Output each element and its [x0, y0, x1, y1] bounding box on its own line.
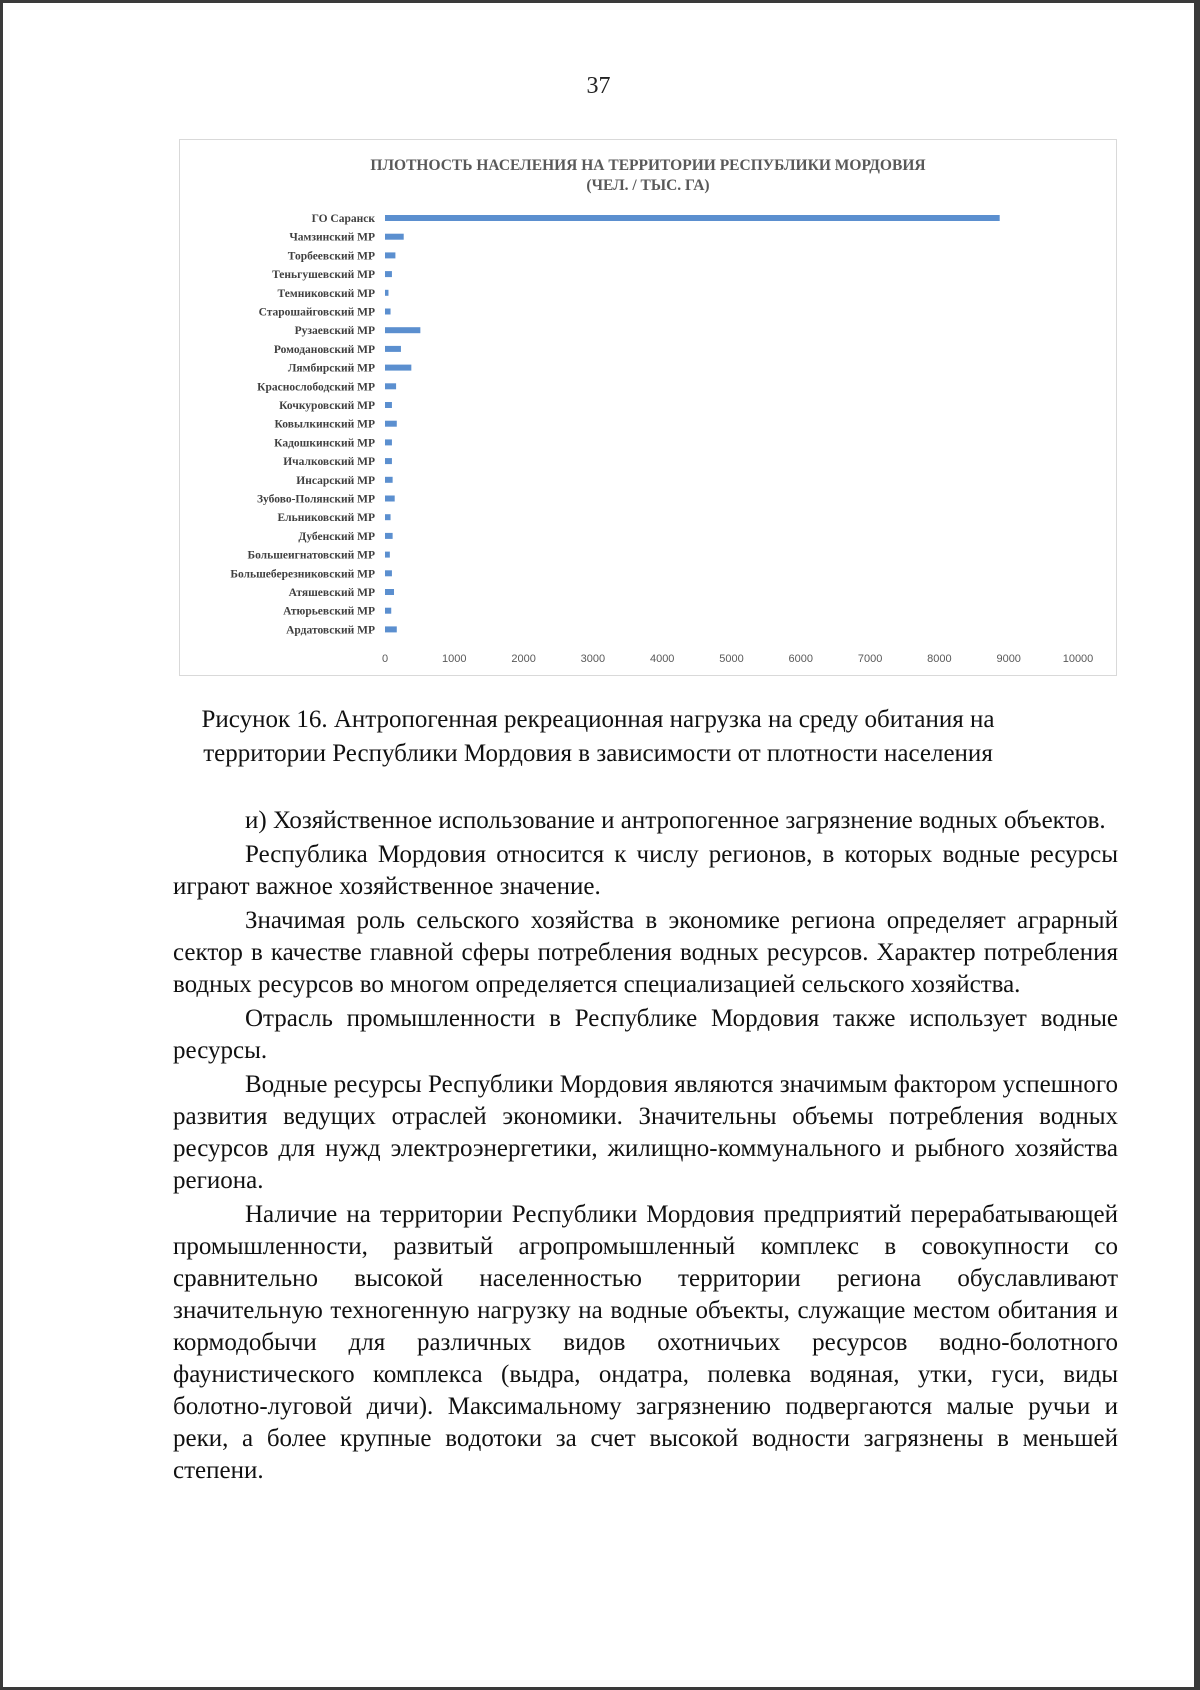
x-tick-label: 9000: [996, 653, 1021, 665]
bar: [385, 215, 1000, 221]
category-label: Теньгушевский МР: [272, 269, 375, 282]
paragraph-water-resources: Республика Мордовия относится к числу регионов, в которых водные ресурсы играют важное хозяйственное значение.: [173, 841, 1118, 900]
bar: [385, 533, 393, 539]
category-label: Большеберезниковский МР: [230, 568, 375, 581]
category-label: ГО Саранск: [311, 213, 375, 225]
bar: [385, 570, 392, 576]
paragraph-economy: Водные ресурсы Республики Мордовия являются значимым фактором успешного развития ведущих отраслей экономики. Значительны объемы потребления водных ресурсов для нужд электроэнергетики, жилищно-коммунального и рыбного хозяйства региона.: [173, 1071, 1118, 1194]
bar: [385, 309, 391, 315]
x-tick-label: 0: [381, 653, 389, 665]
bar: [385, 626, 397, 632]
bar: [385, 608, 391, 614]
category-label: Ковылкинский МР: [274, 418, 375, 431]
category-label: Атяшевский МР: [288, 587, 375, 599]
paragraph-water-use-heading: и) Хозяйственное использование и антропогенное загрязнение водных объектов.: [245, 807, 1106, 834]
category-label: Темниковский МР: [277, 287, 375, 300]
category-label: Кочкуровский МР: [279, 400, 375, 412]
x-tick-label: 4000: [649, 653, 675, 665]
chart-svg: [180, 140, 1116, 675]
bar: [385, 421, 397, 427]
bar: [385, 252, 395, 258]
bars: [385, 215, 1000, 632]
category-label: Рузаевский МР: [294, 325, 375, 338]
category-label: Торбеевский МР: [287, 250, 375, 263]
category-label: Лямбирский МР: [287, 362, 375, 375]
bar: [385, 271, 392, 277]
x-axis-ticks: [382, 653, 1093, 665]
category-label: Инсарский МР: [296, 474, 375, 487]
category-label: Большеигнатовский МР: [247, 549, 375, 562]
bar: [385, 290, 388, 296]
bar: [385, 327, 420, 333]
category-label: Старошайговский МР: [258, 306, 375, 319]
bar: [385, 346, 401, 352]
paragraph-industry: Отрасль промышленности в Республике Мордовия также использует водные ресурсы.: [173, 1005, 1118, 1064]
category-labels: [230, 213, 375, 636]
category-label: Краснослободский МР: [257, 381, 375, 394]
page-number: 37: [586, 73, 611, 99]
paragraph-agriculture: Значимая роль сельского хозяйства в экономике региона определяет аграрный сектор в качестве главной сферы потребления водных ресурсов. Характер потребления водных ресурсов во многом определяется специализацией сельского хозяйства.: [173, 907, 1118, 998]
category-label: Чамзинский МР: [289, 231, 375, 244]
bar: [385, 383, 396, 389]
population-density-chart: [179, 139, 1117, 676]
bar: [385, 477, 393, 483]
category-label: Ардатовский МР: [286, 624, 375, 637]
x-tick-label: 5000: [719, 653, 744, 665]
body-text: [173, 805, 1118, 1489]
bar: [385, 234, 404, 240]
bar: [385, 458, 392, 464]
bar: [385, 589, 394, 595]
category-label: Ельниковский МР: [277, 512, 375, 525]
bar: [385, 552, 390, 558]
figure-caption: Рисунок 16. Антропогенная рекреационная нагрузка на среду обитания на территории Республики Мордовия в зависимости от плотности населения: [201, 706, 995, 767]
x-tick-label: 1000: [442, 653, 467, 665]
bar: [385, 365, 411, 371]
category-label: Ичалковский МР: [283, 456, 375, 469]
category-label: Кадошкинский МР: [274, 437, 375, 450]
chart-title: ПЛОТНОСТЬ НАСЕЛЕНИЯ НА ТЕРРИТОРИИ РЕСПУБЛИКИ МОРДОВИЯ: [370, 157, 926, 174]
document-page: [3, 3, 1194, 1687]
category-label: Дубенский МР: [298, 530, 375, 543]
x-tick-label: 6000: [788, 653, 814, 665]
bar: [385, 439, 392, 445]
bar: [385, 402, 392, 408]
chart-subtitle: (ЧЕЛ. / ТЫС. ГА): [586, 177, 710, 194]
category-label: Зубово-Полянский МР: [256, 493, 375, 506]
bar: [385, 496, 395, 502]
x-tick-label: 8000: [927, 653, 952, 665]
x-tick-label: 7000: [857, 653, 883, 665]
category-label: Атюрьевский МР: [283, 605, 375, 618]
paragraph-pollution: Наличие на территории Республики Мордовия предприятий перерабатывающей промышленности, развитый агропромышленный комплекс в совокупности со сравнительно высокой населенностью территории региона обуславливают значительную техногенную нагрузку на водные объекты, служащие местом обитания и кормодобычи для различных видов охотничьих ресурсов водно-болотного фаунистического комплекса (выдра, ондатра, полевка водяная, утки, гуси, виды болотно-луговой дичи). Максимальному загрязнению подвергаются малые ручьи и реки, а более крупные водотоки за счет высокой водности загрязнены в меньшей степени.: [173, 1201, 1118, 1484]
x-tick-label: 2000: [511, 653, 536, 665]
bar: [385, 514, 391, 520]
x-tick-label: 10000: [1062, 653, 1094, 665]
category-label: Ромодановский МР: [273, 343, 375, 356]
x-tick-label: 3000: [580, 653, 606, 665]
